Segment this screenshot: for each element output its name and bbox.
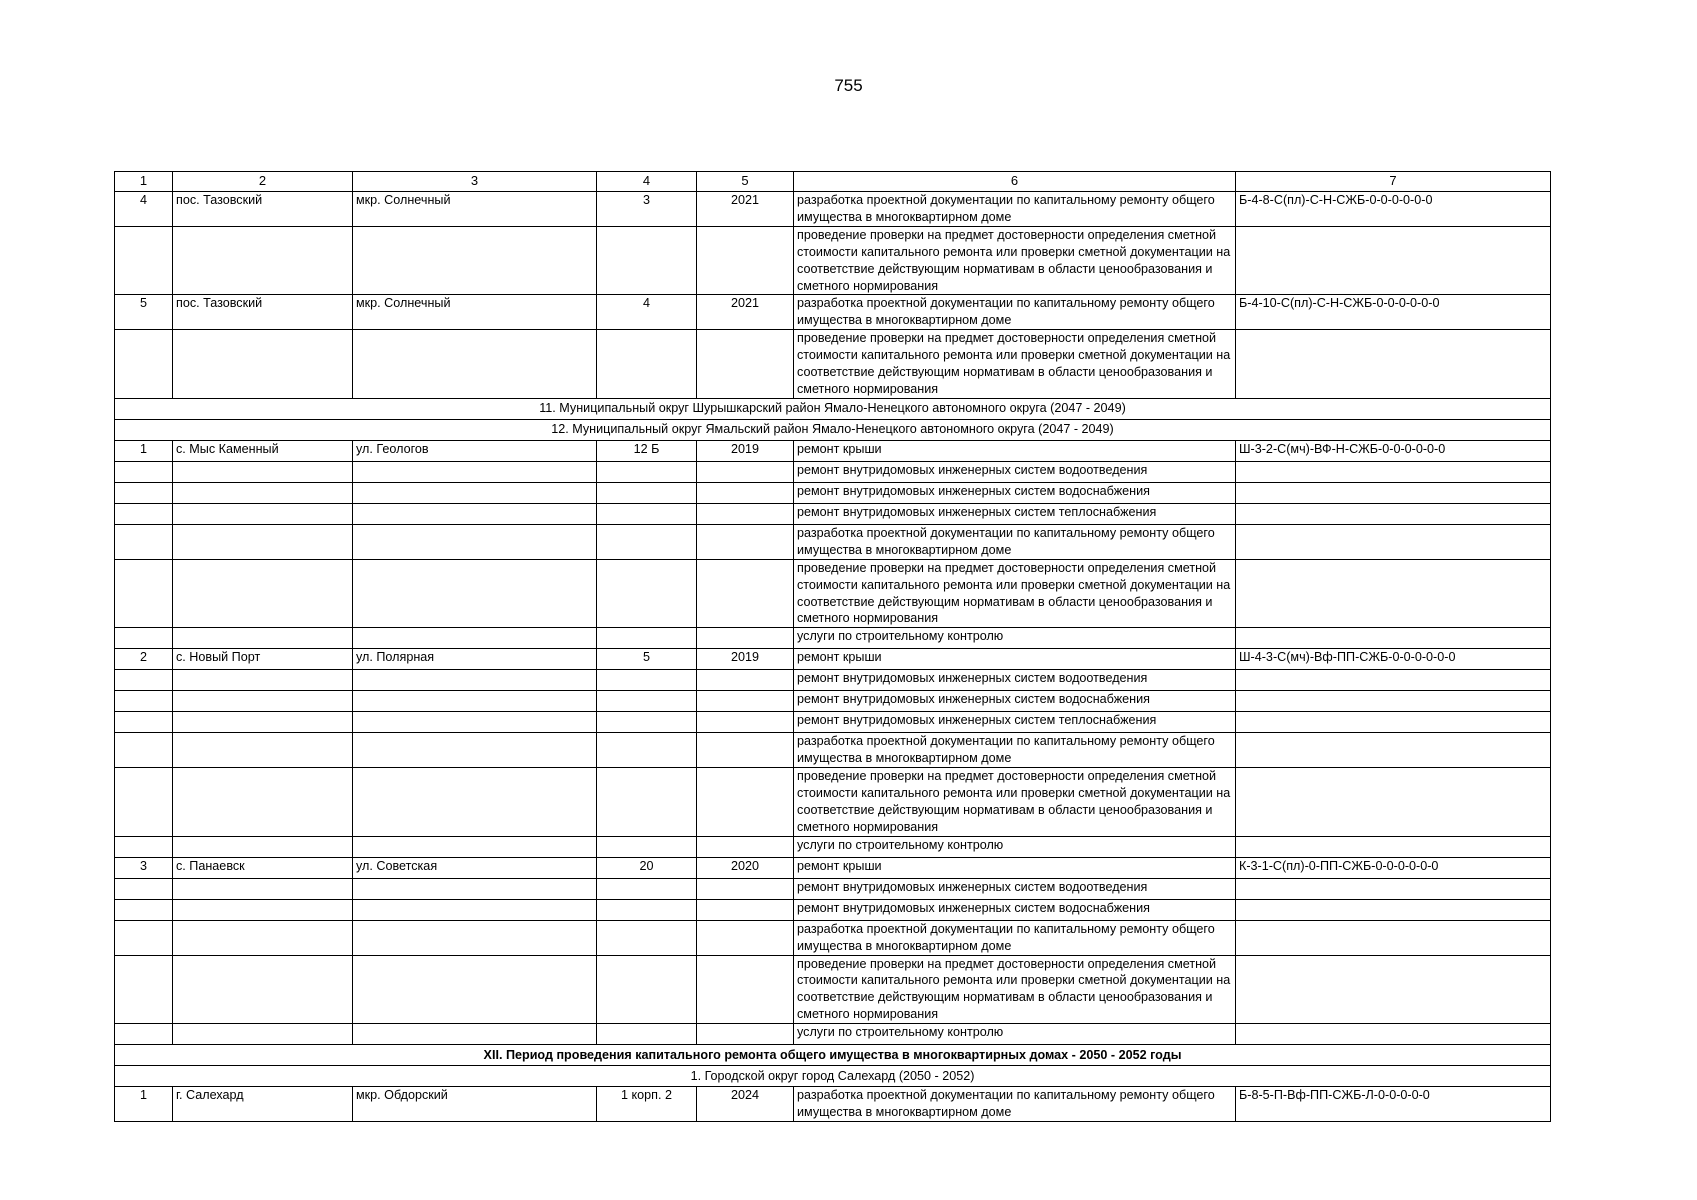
year-cell bbox=[697, 955, 794, 1024]
street-cell bbox=[353, 955, 597, 1024]
house-code-cell bbox=[1236, 878, 1551, 899]
table-row bbox=[115, 461, 1551, 482]
house-code-cell bbox=[1236, 330, 1551, 399]
year-cell bbox=[697, 1024, 794, 1045]
house-code-cell bbox=[1236, 691, 1551, 712]
house-code-cell: Ш-3-2-С(мч)-ВФ-Н-СЖБ-0-0-0-0-0-0 bbox=[1236, 440, 1551, 461]
work-type-cell: разработка проектной документации по капитальному ремонту общего имущества в многоквартирном доме bbox=[794, 295, 1236, 330]
street-cell bbox=[353, 461, 597, 482]
settlement-cell bbox=[173, 768, 353, 837]
work-type-cell: проведение проверки на предмет достоверности определения сметной стоимости капитального ремонта или проверки сметной документации на соответствие действующим нормативам в области ценообразования и сметного нормирования bbox=[794, 330, 1236, 399]
capital-repair-table bbox=[114, 171, 1551, 1122]
year-cell bbox=[697, 878, 794, 899]
work-type-cell: проведение проверки на предмет достоверности определения сметной стоимости капитального ремонта или проверки сметной документации на соответствие действующим нормативам в области ценообразования и сметного нормирования bbox=[794, 768, 1236, 837]
year-cell bbox=[697, 920, 794, 955]
section-heading: 11. Муниципальный округ Шурышкарский район Ямало-Ненецкого автономного округа (2047 - 2049) bbox=[115, 398, 1551, 419]
house-number-cell: 12 Б bbox=[597, 440, 697, 461]
settlement-cell bbox=[173, 670, 353, 691]
work-type-cell: ремонт внутридомовых инженерных систем теплоснабжения bbox=[794, 712, 1236, 733]
year-cell: 2020 bbox=[697, 857, 794, 878]
house-number-cell: 20 bbox=[597, 857, 697, 878]
street-cell bbox=[353, 712, 597, 733]
work-type-cell: услуги по строительному контролю bbox=[794, 628, 1236, 649]
house-number-cell bbox=[597, 836, 697, 857]
table-row bbox=[115, 1087, 1551, 1122]
settlement-cell: пос. Тазовский bbox=[173, 295, 353, 330]
street-cell: мкр. Солнечный bbox=[353, 295, 597, 330]
settlement-cell bbox=[173, 920, 353, 955]
work-type-cell: ремонт внутридомовых инженерных систем теплоснабжения bbox=[794, 503, 1236, 524]
house-code-cell bbox=[1236, 712, 1551, 733]
street-cell bbox=[353, 628, 597, 649]
table-row bbox=[115, 192, 1551, 227]
row-number-cell bbox=[115, 712, 173, 733]
settlement-cell bbox=[173, 330, 353, 399]
street-cell bbox=[353, 670, 597, 691]
settlement-cell: г. Салехард bbox=[173, 1087, 353, 1122]
house-code-cell bbox=[1236, 920, 1551, 955]
house-number-cell bbox=[597, 955, 697, 1024]
section-heading: XII. Период проведения капитального ремонта общего имущества в многоквартирных домах - 2050 - 2052 годы bbox=[115, 1045, 1551, 1066]
row-number-cell bbox=[115, 226, 173, 295]
street-cell bbox=[353, 226, 597, 295]
house-number-cell bbox=[597, 768, 697, 837]
row-number-cell bbox=[115, 524, 173, 559]
street-cell bbox=[353, 524, 597, 559]
table-row bbox=[115, 733, 1551, 768]
house-code-cell bbox=[1236, 768, 1551, 837]
table-header-row bbox=[115, 172, 1551, 192]
street-cell: ул. Геологов bbox=[353, 440, 597, 461]
house-number-cell: 3 bbox=[597, 192, 697, 227]
row-number-cell bbox=[115, 559, 173, 628]
work-type-cell: разработка проектной документации по капитальному ремонту общего имущества в многоквартирном доме bbox=[794, 1087, 1236, 1122]
table-row bbox=[115, 857, 1551, 878]
table-row bbox=[115, 836, 1551, 857]
work-type-cell: ремонт внутридомовых инженерных систем водоснабжения bbox=[794, 482, 1236, 503]
house-number-cell bbox=[597, 1024, 697, 1045]
work-type-cell: проведение проверки на предмет достоверности определения сметной стоимости капитального ремонта или проверки сметной документации на соответствие действующим нормативам в области ценообразования и сметного нормирования bbox=[794, 226, 1236, 295]
row-number-cell: 1 bbox=[115, 440, 173, 461]
street-cell bbox=[353, 1024, 597, 1045]
year-cell: 2021 bbox=[697, 295, 794, 330]
house-code-cell: Б-8-5-П-Вф-ПП-СЖБ-Л-0-0-0-0-0 bbox=[1236, 1087, 1551, 1122]
settlement-cell bbox=[173, 836, 353, 857]
house-number-cell bbox=[597, 670, 697, 691]
row-number-cell bbox=[115, 482, 173, 503]
page-number: 755 bbox=[834, 76, 863, 95]
table-row bbox=[115, 955, 1551, 1024]
row-number-cell bbox=[115, 628, 173, 649]
house-code-cell bbox=[1236, 899, 1551, 920]
house-number-cell bbox=[597, 524, 697, 559]
settlement-cell bbox=[173, 461, 353, 482]
table-row bbox=[115, 628, 1551, 649]
row-number-cell bbox=[115, 691, 173, 712]
year-cell bbox=[697, 330, 794, 399]
house-number-cell: 5 bbox=[597, 649, 697, 670]
house-code-cell bbox=[1236, 836, 1551, 857]
work-type-cell: ремонт внутридомовых инженерных систем водоотведения bbox=[794, 878, 1236, 899]
table-row bbox=[115, 1024, 1551, 1045]
house-code-cell: Б-4-10-С(пл)-С-Н-СЖБ-0-0-0-0-0-0 bbox=[1236, 295, 1551, 330]
row-number-cell: 5 bbox=[115, 295, 173, 330]
street-cell bbox=[353, 482, 597, 503]
house-code-cell: Б-4-8-С(пл)-С-Н-СЖБ-0-0-0-0-0-0 bbox=[1236, 192, 1551, 227]
settlement-cell bbox=[173, 899, 353, 920]
row-number-cell bbox=[115, 503, 173, 524]
table-row bbox=[115, 330, 1551, 399]
house-code-cell bbox=[1236, 670, 1551, 691]
work-type-cell: разработка проектной документации по капитальному ремонту общего имущества в многоквартирном доме bbox=[794, 524, 1236, 559]
section-heading: 1. Городской округ город Салехард (2050 - 2052) bbox=[115, 1066, 1551, 1087]
work-type-cell: ремонт крыши bbox=[794, 440, 1236, 461]
house-number-cell bbox=[597, 899, 697, 920]
house-number-cell bbox=[597, 920, 697, 955]
table-row bbox=[115, 670, 1551, 691]
work-type-cell: ремонт крыши bbox=[794, 649, 1236, 670]
settlement-cell: пос. Тазовский bbox=[173, 192, 353, 227]
table-row bbox=[115, 440, 1551, 461]
street-cell bbox=[353, 330, 597, 399]
house-number-cell: 4 bbox=[597, 295, 697, 330]
street-cell bbox=[353, 768, 597, 837]
house-code-cell bbox=[1236, 503, 1551, 524]
year-cell bbox=[697, 712, 794, 733]
settlement-cell bbox=[173, 955, 353, 1024]
table-row bbox=[115, 559, 1551, 628]
table-row bbox=[115, 503, 1551, 524]
work-type-cell: разработка проектной документации по капитальному ремонту общего имущества в многоквартирном доме bbox=[794, 920, 1236, 955]
row-number-cell: 3 bbox=[115, 857, 173, 878]
year-cell bbox=[697, 503, 794, 524]
house-code-cell bbox=[1236, 559, 1551, 628]
work-type-cell: услуги по строительному контролю bbox=[794, 836, 1236, 857]
house-number-cell bbox=[597, 691, 697, 712]
year-cell bbox=[697, 559, 794, 628]
work-type-cell: услуги по строительному контролю bbox=[794, 1024, 1236, 1045]
table-row bbox=[115, 226, 1551, 295]
row-number-cell bbox=[115, 955, 173, 1024]
house-code-cell bbox=[1236, 628, 1551, 649]
settlement-cell bbox=[173, 691, 353, 712]
column-header: 5 bbox=[697, 172, 794, 192]
column-header: 7 bbox=[1236, 172, 1551, 192]
house-number-cell bbox=[597, 226, 697, 295]
street-cell bbox=[353, 836, 597, 857]
column-header: 2 bbox=[173, 172, 353, 192]
section-heading-row bbox=[115, 1045, 1551, 1066]
house-number-cell bbox=[597, 461, 697, 482]
table-row bbox=[115, 712, 1551, 733]
work-type-cell: ремонт внутридомовых инженерных систем водоотведения bbox=[794, 461, 1236, 482]
street-cell bbox=[353, 733, 597, 768]
row-number-cell bbox=[115, 836, 173, 857]
house-number-cell bbox=[597, 878, 697, 899]
section-heading-row bbox=[115, 419, 1551, 440]
year-cell bbox=[697, 524, 794, 559]
house-number-cell bbox=[597, 559, 697, 628]
settlement-cell bbox=[173, 628, 353, 649]
work-type-cell: ремонт внутридомовых инженерных систем водоснабжения bbox=[794, 899, 1236, 920]
house-code-cell bbox=[1236, 733, 1551, 768]
row-number-cell bbox=[115, 330, 173, 399]
column-header: 1 bbox=[115, 172, 173, 192]
year-cell bbox=[697, 899, 794, 920]
work-type-cell: разработка проектной документации по капитальному ремонту общего имущества в многоквартирном доме bbox=[794, 733, 1236, 768]
street-cell: мкр. Солнечный bbox=[353, 192, 597, 227]
work-type-cell: проведение проверки на предмет достоверности определения сметной стоимости капитального ремонта или проверки сметной документации на соответствие действующим нормативам в области ценообразования и сметного нормирования bbox=[794, 955, 1236, 1024]
row-number-cell bbox=[115, 670, 173, 691]
street-cell bbox=[353, 691, 597, 712]
section-heading-row bbox=[115, 398, 1551, 419]
work-type-cell: ремонт внутридомовых инженерных систем водоотведения bbox=[794, 670, 1236, 691]
year-cell bbox=[697, 733, 794, 768]
settlement-cell bbox=[173, 226, 353, 295]
table-row bbox=[115, 920, 1551, 955]
street-cell bbox=[353, 920, 597, 955]
row-number-cell bbox=[115, 768, 173, 837]
table-row bbox=[115, 768, 1551, 837]
column-header: 4 bbox=[597, 172, 697, 192]
year-cell: 2021 bbox=[697, 192, 794, 227]
year-cell: 2019 bbox=[697, 649, 794, 670]
street-cell bbox=[353, 559, 597, 628]
row-number-cell bbox=[115, 461, 173, 482]
house-number-cell bbox=[597, 330, 697, 399]
row-number-cell: 2 bbox=[115, 649, 173, 670]
table-row bbox=[115, 295, 1551, 330]
table-row bbox=[115, 878, 1551, 899]
work-type-cell: ремонт крыши bbox=[794, 857, 1236, 878]
street-cell bbox=[353, 503, 597, 524]
column-header: 3 bbox=[353, 172, 597, 192]
house-code-cell: К-3-1-С(пл)-0-ПП-СЖБ-0-0-0-0-0-0 bbox=[1236, 857, 1551, 878]
settlement-cell: с. Мыс Каменный bbox=[173, 440, 353, 461]
year-cell bbox=[697, 836, 794, 857]
house-code-cell bbox=[1236, 524, 1551, 559]
row-number-cell bbox=[115, 1024, 173, 1045]
row-number-cell bbox=[115, 899, 173, 920]
house-code-cell bbox=[1236, 226, 1551, 295]
settlement-cell bbox=[173, 524, 353, 559]
year-cell bbox=[697, 482, 794, 503]
house-code-cell bbox=[1236, 955, 1551, 1024]
work-type-cell: разработка проектной документации по капитальному ремонту общего имущества в многоквартирном доме bbox=[794, 192, 1236, 227]
table-row bbox=[115, 482, 1551, 503]
house-number-cell bbox=[597, 482, 697, 503]
street-cell bbox=[353, 899, 597, 920]
row-number-cell bbox=[115, 878, 173, 899]
house-code-cell bbox=[1236, 1024, 1551, 1045]
settlement-cell bbox=[173, 878, 353, 899]
year-cell: 2019 bbox=[697, 440, 794, 461]
table-row bbox=[115, 524, 1551, 559]
settlement-cell bbox=[173, 559, 353, 628]
year-cell bbox=[697, 628, 794, 649]
section-heading: 12. Муниципальный округ Ямальский район Ямало-Ненецкого автономного округа (2047 - 2049) bbox=[115, 419, 1551, 440]
year-cell: 2024 bbox=[697, 1087, 794, 1122]
table-row bbox=[115, 691, 1551, 712]
house-number-cell: 1 корп. 2 bbox=[597, 1087, 697, 1122]
house-number-cell bbox=[597, 503, 697, 524]
year-cell bbox=[697, 461, 794, 482]
settlement-cell bbox=[173, 1024, 353, 1045]
year-cell bbox=[697, 768, 794, 837]
table-row bbox=[115, 649, 1551, 670]
settlement-cell bbox=[173, 482, 353, 503]
work-type-cell: ремонт внутридомовых инженерных систем водоснабжения bbox=[794, 691, 1236, 712]
house-code-cell: Ш-4-3-С(мч)-Вф-ПП-СЖБ-0-0-0-0-0-0 bbox=[1236, 649, 1551, 670]
row-number-cell: 4 bbox=[115, 192, 173, 227]
year-cell bbox=[697, 226, 794, 295]
row-number-cell: 1 bbox=[115, 1087, 173, 1122]
settlement-cell bbox=[173, 733, 353, 768]
house-number-cell bbox=[597, 733, 697, 768]
year-cell bbox=[697, 670, 794, 691]
house-code-cell bbox=[1236, 482, 1551, 503]
table-row bbox=[115, 899, 1551, 920]
row-number-cell bbox=[115, 920, 173, 955]
street-cell: ул. Полярная bbox=[353, 649, 597, 670]
street-cell: ул. Советская bbox=[353, 857, 597, 878]
house-number-cell bbox=[597, 712, 697, 733]
column-header: 6 bbox=[794, 172, 1236, 192]
house-number-cell bbox=[597, 628, 697, 649]
house-code-cell bbox=[1236, 461, 1551, 482]
settlement-cell bbox=[173, 712, 353, 733]
street-cell: мкр. Обдорский bbox=[353, 1087, 597, 1122]
work-type-cell: проведение проверки на предмет достоверности определения сметной стоимости капитального ремонта или проверки сметной документации на соответствие действующим нормативам в области ценообразования и сметного нормирования bbox=[794, 559, 1236, 628]
row-number-cell bbox=[115, 733, 173, 768]
settlement-cell bbox=[173, 503, 353, 524]
settlement-cell: с. Панаевск bbox=[173, 857, 353, 878]
street-cell bbox=[353, 878, 597, 899]
section-heading-row bbox=[115, 1066, 1551, 1087]
settlement-cell: с. Новый Порт bbox=[173, 649, 353, 670]
year-cell bbox=[697, 691, 794, 712]
